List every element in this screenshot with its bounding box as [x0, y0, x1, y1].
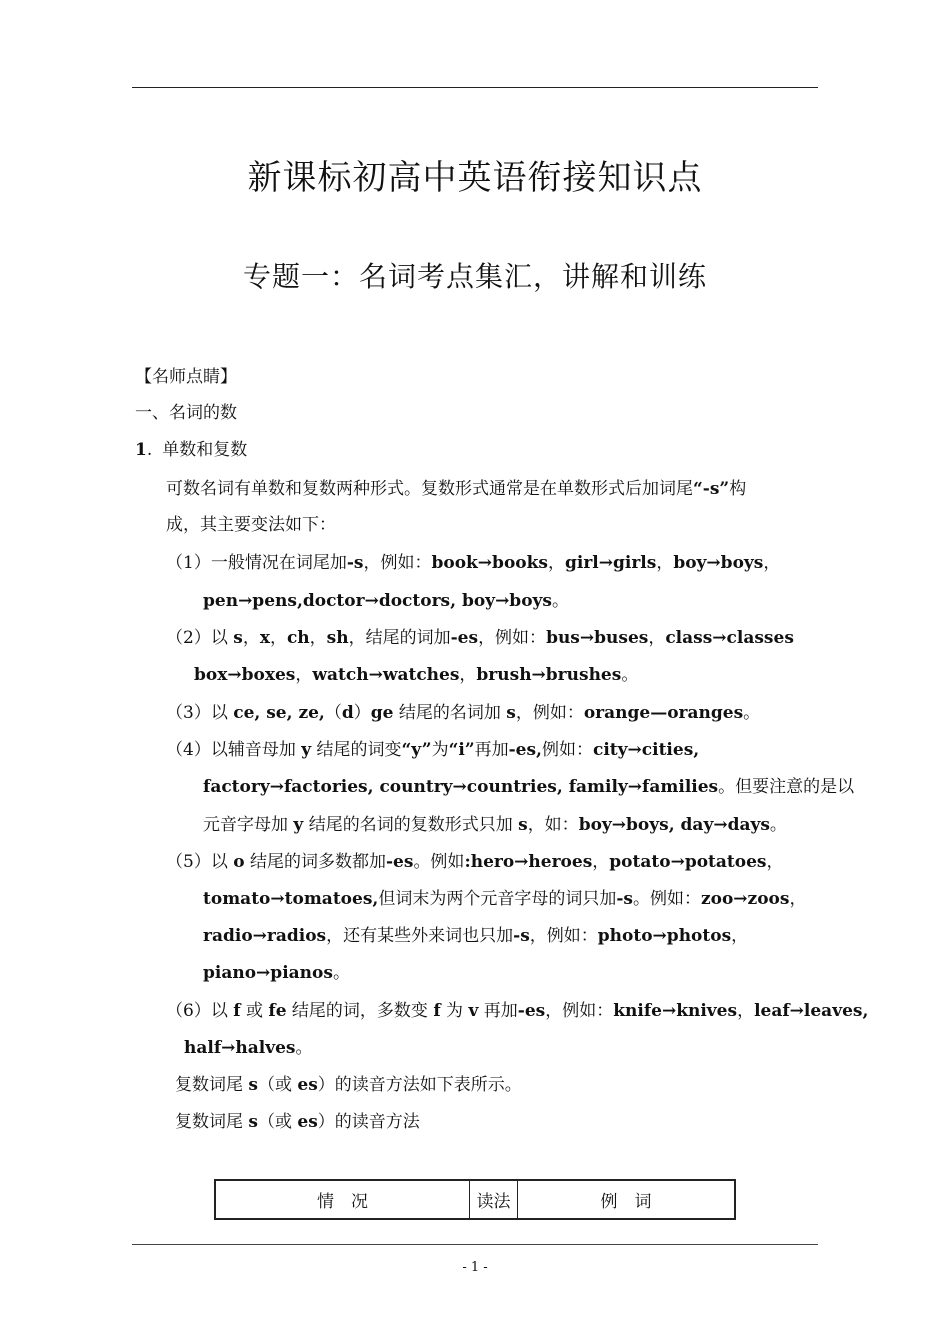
- text: ，: [656, 553, 674, 573]
- example: brush→brushes: [476, 665, 622, 685]
- text: ）的读音方法: [317, 1112, 420, 1132]
- example: zoo→zoos: [700, 889, 790, 909]
- text: ，: [547, 553, 565, 573]
- text: es: [297, 1075, 318, 1095]
- heading-number: 1: [135, 440, 147, 460]
- text: 。但要注意的是以: [718, 777, 855, 797]
- text: 以: [210, 703, 234, 723]
- text: （或: [257, 1112, 298, 1132]
- table-header-pronunciation: 读法: [470, 1181, 518, 1218]
- rule-5-line-1: [166, 850, 784, 874]
- text: 结尾的词多数都加: [244, 852, 386, 872]
- text: ，例如：: [529, 926, 598, 946]
- text: 构: [729, 479, 747, 499]
- header-rule: [132, 87, 818, 88]
- example: boy→boys: [673, 553, 764, 573]
- intro-line-2: 成，其主要变法如下：: [166, 515, 336, 535]
- text: “y”: [401, 740, 432, 760]
- rule-5-line-2: [203, 887, 806, 911]
- text: ，: [763, 553, 781, 573]
- example: box→boxes: [194, 665, 296, 685]
- rule-4-line-2: [203, 775, 854, 799]
- example: book→books: [431, 553, 548, 573]
- rule-1-line-2: [203, 589, 569, 613]
- text: s: [248, 1112, 258, 1132]
- text: ，: [789, 889, 807, 909]
- text: ，例如：: [478, 628, 547, 648]
- text: -s: [513, 926, 530, 946]
- text: 结尾的词，多数变: [286, 1001, 434, 1021]
- example: half→halves: [184, 1038, 296, 1058]
- text: ，: [731, 926, 749, 946]
- text: ，还有某些外来词也只加: [326, 926, 514, 946]
- text: （或: [257, 1075, 298, 1095]
- rule-number: （3）: [166, 703, 211, 723]
- example: city→cities,: [592, 740, 700, 760]
- text: ，: [269, 628, 287, 648]
- example: boy→boys, day→days: [578, 815, 770, 835]
- rule-5-line-3: [203, 924, 748, 948]
- document-subtitle: 专题一：名词考点集汇，讲解和训练: [242, 260, 707, 293]
- text: y: [301, 740, 312, 760]
- text: ，: [766, 852, 784, 872]
- example: :hero→heroes: [464, 852, 593, 872]
- page-number: - 1 -: [462, 1260, 488, 1275]
- text: ，: [242, 628, 260, 648]
- text: ，: [648, 628, 666, 648]
- rule-1-line-1: [166, 551, 780, 575]
- table-caption: [175, 1110, 420, 1134]
- example: potato→potatoes: [609, 852, 767, 872]
- text: “i”: [448, 740, 475, 760]
- example: knife→knives: [613, 1001, 738, 1021]
- text: ，: [737, 1001, 755, 1021]
- document-title: 新课标初高中英语衔接知识点: [247, 158, 703, 198]
- example: radio→radios: [203, 926, 327, 946]
- text: 为: [431, 740, 449, 760]
- text: 。: [295, 1038, 313, 1058]
- footer-rule: [132, 1244, 818, 1245]
- rule-number: （6）: [166, 1001, 211, 1021]
- text: x: [259, 628, 270, 648]
- text: d: [341, 703, 354, 723]
- text: ，例如：: [363, 553, 432, 573]
- heading-singular-plural: [135, 438, 247, 462]
- example: factory→factories, country→countries, family→families: [203, 777, 719, 797]
- rule-2-line-2: [194, 663, 638, 687]
- text: 。: [551, 591, 569, 611]
- heading-sep: .: [146, 440, 153, 460]
- example: pen→pens,doctor→doctors, boy→boys: [203, 591, 552, 611]
- text: ，: [459, 665, 477, 685]
- text: -s: [346, 553, 364, 573]
- text: 结尾的名词的复数形式只加: [303, 815, 519, 835]
- text: 但词末为两个元音字母的词只加: [378, 889, 617, 909]
- text: f: [433, 1001, 441, 1021]
- rule-number: （1）: [166, 553, 211, 573]
- text: -s: [616, 889, 633, 909]
- text: s: [233, 628, 243, 648]
- heading-text: 单数和复数: [162, 440, 248, 460]
- rule-6-line-1: [166, 999, 868, 1023]
- text: 结尾的词变: [311, 740, 402, 760]
- text: 。例如：: [632, 889, 701, 909]
- rule-6-line-2: [184, 1036, 313, 1060]
- text: ，: [592, 852, 610, 872]
- text: 例如：: [541, 740, 593, 760]
- rule-number: （5）: [166, 852, 211, 872]
- text: es: [297, 1112, 318, 1132]
- text: 结尾的名词加: [393, 703, 507, 723]
- example: bus→buses: [546, 628, 649, 648]
- note-pronunciation-intro: [175, 1073, 522, 1097]
- text: ，结尾的词加: [348, 628, 451, 648]
- text: ，: [309, 628, 327, 648]
- text: 再加: [478, 1001, 518, 1021]
- text: 。: [743, 703, 761, 723]
- text: 一般情况在词尾加: [210, 553, 347, 573]
- rule-number: （2）: [166, 628, 211, 648]
- suffix-s: “-s”: [693, 479, 730, 499]
- text: 以辅音母加: [210, 740, 302, 760]
- text: ge: [370, 703, 394, 723]
- text: -es: [450, 628, 479, 648]
- text: 以: [210, 852, 234, 872]
- rule-2-line-1: [166, 626, 794, 650]
- text: ch: [286, 628, 310, 648]
- text: s: [506, 703, 516, 723]
- text: 复数词尾: [175, 1112, 249, 1132]
- heading-noun-number: 一、名词的数: [135, 403, 237, 423]
- example: tomato→tomatoes,: [203, 889, 379, 909]
- text: （: [324, 703, 342, 723]
- text: 为: [440, 1001, 469, 1021]
- text: -es,: [508, 740, 542, 760]
- rule-5-line-4: [203, 961, 350, 985]
- rule-number: （4）: [166, 740, 211, 760]
- section-tag: 【名师点睛】: [135, 367, 237, 387]
- example: girl→girls: [564, 553, 657, 573]
- text: 元音字母加: [203, 815, 294, 835]
- example: watch→watches: [312, 665, 460, 685]
- text: s: [248, 1075, 258, 1095]
- text: y: [293, 815, 304, 835]
- table-header-situation: 情 况: [216, 1181, 470, 1218]
- text: ，如：: [527, 815, 579, 835]
- text: 。: [621, 665, 639, 685]
- text: ，例如：: [515, 703, 584, 723]
- text: -es: [517, 1001, 546, 1021]
- text: 可数名词有单数和复数两种形式。复数形式通常是在单数形式后加词尾: [166, 479, 693, 499]
- text: fe: [268, 1001, 287, 1021]
- text: -es: [385, 852, 414, 872]
- text: 以: [210, 628, 234, 648]
- table-header-examples: 例 词: [600, 1192, 652, 1212]
- example: photo→photos: [597, 926, 732, 946]
- rule-4-line-3: [203, 813, 787, 837]
- text: 以: [210, 1001, 234, 1021]
- text: 。例如: [413, 852, 465, 872]
- text: ，例如：: [545, 1001, 614, 1021]
- text: ）的读音方法如下表所示。: [317, 1075, 522, 1095]
- example: class→classes: [665, 628, 794, 648]
- example: piano→pianos: [203, 963, 333, 983]
- text: 复数词尾: [175, 1075, 249, 1095]
- intro-line-1: [166, 477, 746, 501]
- pronunciation-table: [214, 1179, 736, 1220]
- rule-3-line-1: [166, 701, 760, 725]
- text: 。: [332, 963, 350, 983]
- example: leaf→leaves,: [754, 1001, 869, 1021]
- rule-4-line-1: [166, 738, 699, 762]
- text: v: [468, 1001, 479, 1021]
- text: ce, se, ze,: [233, 703, 325, 723]
- text: ）: [353, 703, 371, 723]
- text: 。: [769, 815, 787, 835]
- text: s: [518, 815, 528, 835]
- text: 或: [240, 1001, 269, 1021]
- text: ，: [295, 665, 313, 685]
- text: o: [233, 852, 245, 872]
- example: orange—oranges: [583, 703, 744, 723]
- text: f: [233, 1001, 241, 1021]
- text: sh: [326, 628, 349, 648]
- text: 再加: [474, 740, 509, 760]
